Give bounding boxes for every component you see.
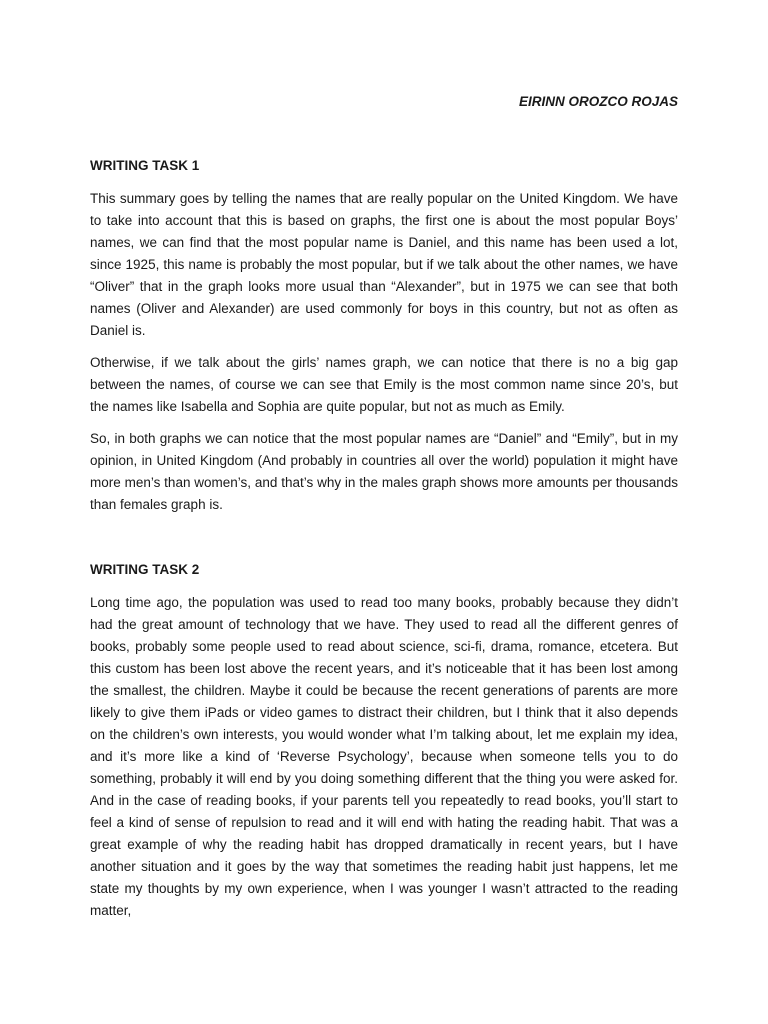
- task2-paragraph-1: Long time ago, the population was used to read too many books, probably because they didn’t had the great amount of technology that we have. They used to read all the different genres of books, probably some people used to read about science, sci-fi, drama, romance, etcetera. But this custom has been lost above the recent years, and it’s noticeable that it has been lost among the smallest, the children. Maybe it could be because the recent generations of parents are more likely to give them iPads or video games to distract their children, but I think that it also depends on the children’s own interests, you would wonder what I’m talking about, let me explain my idea, and it’s more like a kind of ‘Reverse Psychology’, because when someone tells you to do something, probably it will end by you doing something different that the thing you were asked for. And in the case of reading books, if your parents tell you repeatedly to read books, you’ll start to feel a kind of sense of repulsion to read and it will end with hating the reading habit. That was a great example of why the reading habit has dropped dramatically in recent years, but I have another situation and it goes by the way that sometimes the reading habit just happens, let me state my thoughts by my own experience, when I was younger I wasn’t attracted to the reading matter,: [90, 595, 678, 918]
- task1-paragraph-2: Otherwise, if we talk about the girls’ names graph, we can notice that there is no a big gap between the names, of course we can see that Emily is the most common name since 20’s, but the names like Isabella and Sophia are quite popular, but not as much as Emily.: [90, 355, 678, 414]
- task1-heading: WRITING TASK 1: [90, 158, 200, 173]
- task1-paragraph-3: So, in both graphs we can notice that the most popular names are “Daniel” and “Emily”, but in my opinion, in United Kingdom (And probably in countries all over the world) population it might have more men’s than women’s, and that’s why in the males graph shows more amounts per thousands than females graph is.: [90, 431, 678, 512]
- task1-paragraph-1: This summary goes by telling the names that are really popular on the United Kingdom. We have to take into account that this is based on graphs, the first one is about the most popular Boys’ names, we can find that the most popular name is Daniel, and this name has been used a lot, since 1925, this name is probably the most popular, but if we talk about the other names, we have “Oliver” that in the graph looks more usual than “Alexander”, but in 1975 we can see that both names (Oliver and Alexander) are used commonly for boys in this country, but not as often as Daniel is.: [90, 191, 678, 338]
- author-name: EIRINN OROZCO ROJAS: [518, 94, 678, 109]
- task2-heading: WRITING TASK 2: [90, 562, 200, 577]
